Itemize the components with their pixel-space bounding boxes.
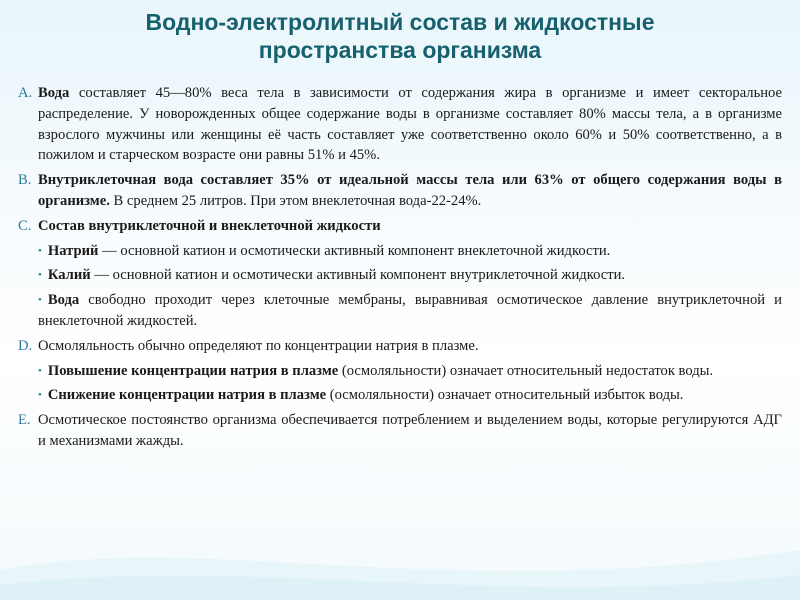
list-marker: B. [18,172,32,189]
sub-bold-text: Повышение концентрации натрия в плазме [47,362,339,379]
item-text: В среднем 25 литров. При этом внеклеточная вода-22-24%. [109,192,482,209]
bullet-icon: • [38,389,42,402]
sub-bold-text: Вода [47,292,80,309]
sub-bold-text: Снижение концентрации натрия в плазме [47,387,327,404]
slide-title [0,8,800,64]
bullet-icon: • [38,364,42,377]
sub-item [18,385,782,406]
slide-title-line-2: пространства организма [258,37,542,63]
slide-title-line-1: Водно-электролитный состав и жидкостные [145,9,655,35]
sub-bold-text: Калий [47,267,91,284]
item-text: составляет 45—80% веса тела в зависимости от содержания жира в организме и имеет секторальное распределение. У новорожденных общее содержание воды в организме составляет 80% массы тела, а в организме взрослого мужчины или женщины её часть составляет уже соответственно около 60% и 50% соответственно, а в пожилом и старческом возрасте они равны 51% и 45%. [38,85,782,164]
item-text: Осмотическое постоянство организма обеспечивается потреблением и выделением воды, которые регулируются АДГ и механизмами жажды. [38,412,782,449]
sub-text: свободно проходит через клеточные мембраны, выравнивая осмотическое давление внутриклеточной и внеклеточной жидкостей. [38,292,782,329]
sub-text: (осмоляльности) означает относительный избыток воды. [326,387,684,404]
sub-bold-text: Натрий [47,242,99,259]
list-item-c [18,216,782,237]
sub-item [18,265,782,286]
slide-content [18,83,782,456]
list-marker: D. [18,337,33,354]
sub-item [18,361,782,382]
bullet-icon: • [38,294,42,307]
sub-text: — основной катион и осмотически активный компонент внеклеточной жидкости. [98,242,611,259]
sub-text: — основной катион и осмотически активный компонент внутриклеточной жидкости. [90,267,626,284]
item-text: Осмоляльность обычно определяют по концентрации натрия в плазме. [38,337,479,354]
item-bold-text: Вода [38,85,70,101]
decorative-wave [0,510,800,600]
bullet-icon: • [38,244,42,257]
list-marker: C. [18,217,32,234]
list-item-a [18,83,782,166]
item-bold-text: Внутриклеточная вода составляет 35% от идеальной массы тела или 63% от общего содержания воды в организме. [38,172,782,209]
list-item-e [18,410,782,452]
list-marker: E. [18,412,31,429]
list-marker: A. [18,85,33,101]
list-item-d [18,336,782,357]
sub-item [18,241,782,262]
sub-text: (осмоляльности) означает относительный недостаток воды. [338,362,714,379]
sub-item [18,290,782,332]
item-bold-text: Состав внутриклеточной и внеклеточной жидкости [38,217,381,234]
bullet-icon: • [38,269,42,282]
list-item-b [18,170,782,212]
